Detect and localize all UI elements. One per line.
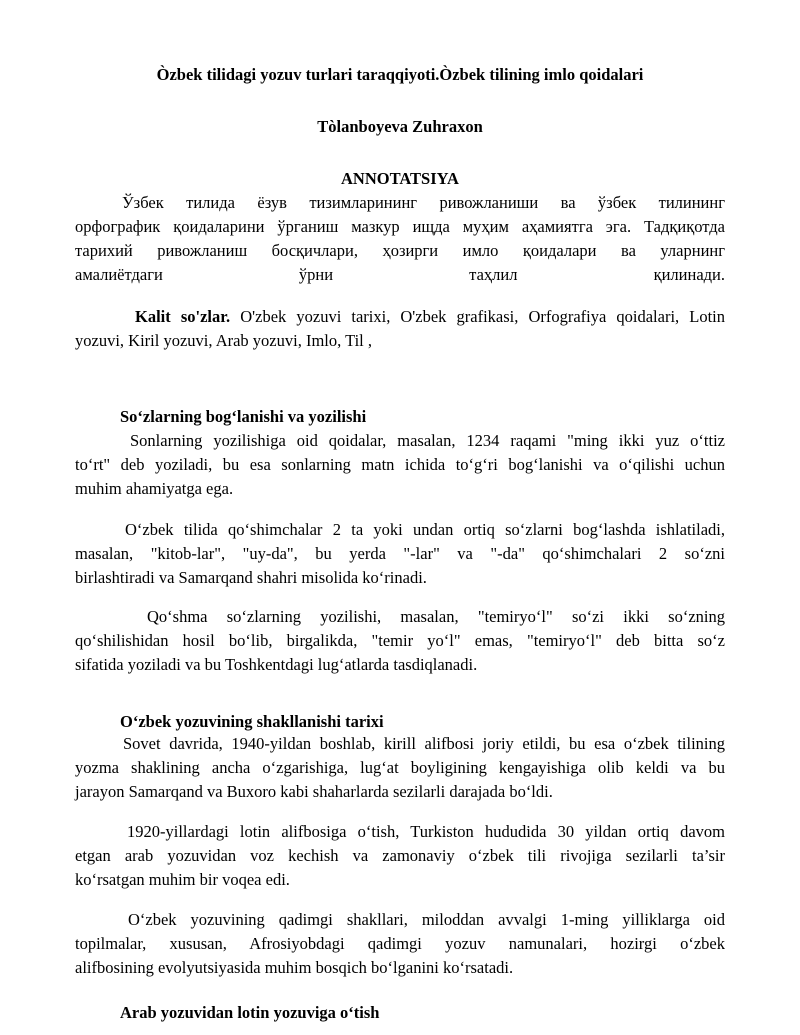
text-line: alifbosining evolyutsiyasida muhim bosqich bo‘lganini ko‘rsatadi.: [75, 958, 514, 977]
annotation-paragraph: [75, 191, 725, 287]
paragraph: [75, 820, 725, 892]
text-line: тарихий ривожланиш босқичлари, ҳозирги имло қоидалари ва уларнинг: [75, 241, 725, 260]
text-line: Ўзбек тилида ёзув тизимларининг ривожланиши ва ўзбек тилининг: [122, 193, 725, 212]
text-line: muhim ahamiyatga ega.: [75, 479, 234, 498]
document-title: Òzbek tilidagi yozuv turlari taraqqiyoti.Òzbek tilining imlo qoidalari: [156, 65, 644, 84]
section-heading: So‘zlarning bog‘lanishi va yozilishi: [120, 407, 367, 426]
keywords-paragraph: [75, 305, 725, 353]
text-line: yozuvi, Kiril yozuvi, Arab yozuvi, Imlo, Til ,: [75, 331, 372, 350]
text-line: Sonlarning yozilishiga oid qoidalar, masalan, 1234 raqami "ming ikki yuz o‘ttiz: [130, 431, 725, 450]
text-line: O‘zbek tilida qo‘shimchalar 2 ta yoki undan ortiq so‘zlarni bog‘lashda ishlatiladi,: [125, 520, 725, 539]
text-line: ko‘rsatgan muhim bir voqea edi.: [75, 870, 290, 889]
text-line: topilmalar, xususan, Afrosiyobdagi qadimgi yozuv namunalari, hozirgi o‘zbek: [75, 934, 725, 953]
text-line: амалиётдаги ўрни таҳлил қилинади.: [75, 265, 725, 284]
text-line: birlashtiradi va Samarqand shahri misolida ko‘rinadi.: [75, 568, 427, 587]
paragraph: [75, 429, 725, 501]
text-line: O‘zbek yozuvining qadimgi shakllari, miloddan avvalgi 1-ming yilliklarga oid: [128, 910, 725, 929]
text-line: Qo‘shma so‘zlarning yozilishi, masalan, "temiryo‘l" so‘zi ikki so‘zning: [147, 607, 725, 626]
section-heading: Arab yozuvidan lotin yozuviga o‘tish: [120, 1003, 380, 1022]
paragraph: [75, 605, 725, 677]
annotation-heading: ANNOTATSIYA: [341, 169, 459, 188]
paragraph: [75, 908, 725, 980]
paragraph: [75, 518, 725, 590]
text-line: to‘rt" deb yoziladi, bu esa sonlarning matn ichida to‘g‘ri bog‘lanishi va o‘qilishi uchun: [75, 455, 725, 474]
keywords-text: O'zbek yozuvi tarixi, O'zbek grafikasi, Orfografiya qoidalari, Lotin: [230, 307, 725, 326]
keywords-line: [75, 305, 725, 329]
text-line: орфографик қоидаларини ўрганиш мазкур ищда муҳим аҳамиятга эга. Тадқиқотда: [75, 217, 725, 236]
section-heading: O‘zbek yozuvining shakllanishi tarixi: [120, 712, 384, 731]
author-name: Tòlanboyeva Zuhraxon: [317, 117, 483, 136]
keywords-label: Kalit so'zlar.: [135, 307, 231, 326]
text-line: yozma shaklining ancha o‘zgarishiga, lug‘at boyligining kengayishiga olib keldi va bu: [75, 758, 725, 777]
text-line: sifatida yoziladi va bu Toshkentdagi lug‘atlarda tasdiqlanadi.: [75, 655, 478, 674]
text-line: qo‘shilishidan hosil bo‘lib, birgalikda, "temir yo‘l" emas, "temiryo‘l" deb bitta so‘z: [75, 631, 725, 650]
text-line: jarayon Samarqand va Buxoro kabi shaharlarda sezilarli darajada bo‘ldi.: [75, 782, 553, 801]
text-line: 1920-yillardagi lotin alifbosiga o‘tish, Turkiston hududida 30 yildan ortiq davom: [127, 822, 725, 841]
paragraph: [75, 732, 725, 804]
text-line: etgan arab yozuvidan voz kechish va zamonaviy o‘zbek tili rivojiga sezilarli ta’sir: [75, 846, 725, 865]
text-line: masalan, "kitob-lar", "uy-da", bu yerda "-lar" va "-da" qo‘shimchalari 2 so‘zni: [75, 544, 725, 563]
text-line: Sovet davrida, 1940-yildan boshlab, kirill alifbosi joriy etildi, bu esa o‘zbek tilining: [123, 734, 725, 753]
